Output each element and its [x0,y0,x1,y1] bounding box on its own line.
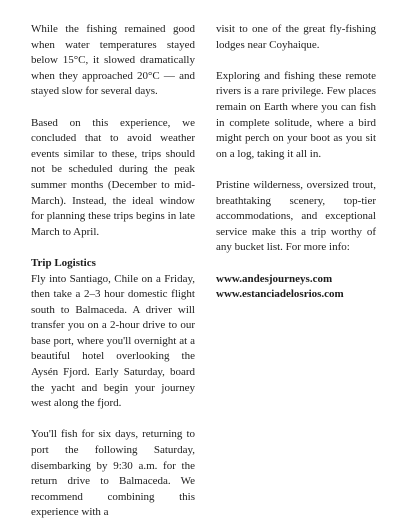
paragraph-travel-itinerary: Fly into Santiago, Chile on a Friday, then take a 2–3 hour domestic flight south to Balmaceda. A driver will transfer you on a 2-hour drive to our base port, where you'll overnight at a beautiful hotel overlooking the Aysén Fjord. Early Saturday, board the yacht and begin your journey west along the fjord. [31,272,195,410]
paragraph-fishing-days: You'll fish for six days, returning to port the following Saturday, disembarking by 9:30 a.m. for the return drive to Balmaceda. We recommend combining this experience with a [31,428,195,519]
paragraph-lodge-visit: visit to one of the great fly-fishing lodges near Coyhaique. [216,23,376,51]
link-estanciadelosrios[interactable]: www.estanciadelosrios.com [216,288,344,301]
paragraph-remote-rivers: Exploring and fishing these remote rivers is a rare privilege. Few places remain on Earth where you can fish in complete solitude, where a bird might perch on your boot as you sit on a log, taking it all in. [216,69,376,160]
link-andesjourneys[interactable]: www.andesjourneys.com [216,272,333,285]
paragraph-scheduling: Based on this experience, we concluded that to avoid weather events similar to these, trips should not be scheduled during the peak summer months (December to mid-March). Instead, the ideal window for planning these trips begins in late March to April. [31,116,195,238]
left-column [31,22,195,521]
paragraph-pristine-wilderness: Pristine wilderness, oversized trout, breathtaking scenery, top-tier accommodations, and exceptional service make this a trip worthy of any bucket list. For more info: [216,178,376,254]
section-heading-trip-logistics: Trip Logistics [31,256,96,269]
paragraph-fishing-temperatures: While the fishing remained good when water temperatures stayed below 15°C, it slowed dramatically when they approached 20°C — and stayed slow for several days. [31,23,195,98]
right-column [216,22,376,303]
